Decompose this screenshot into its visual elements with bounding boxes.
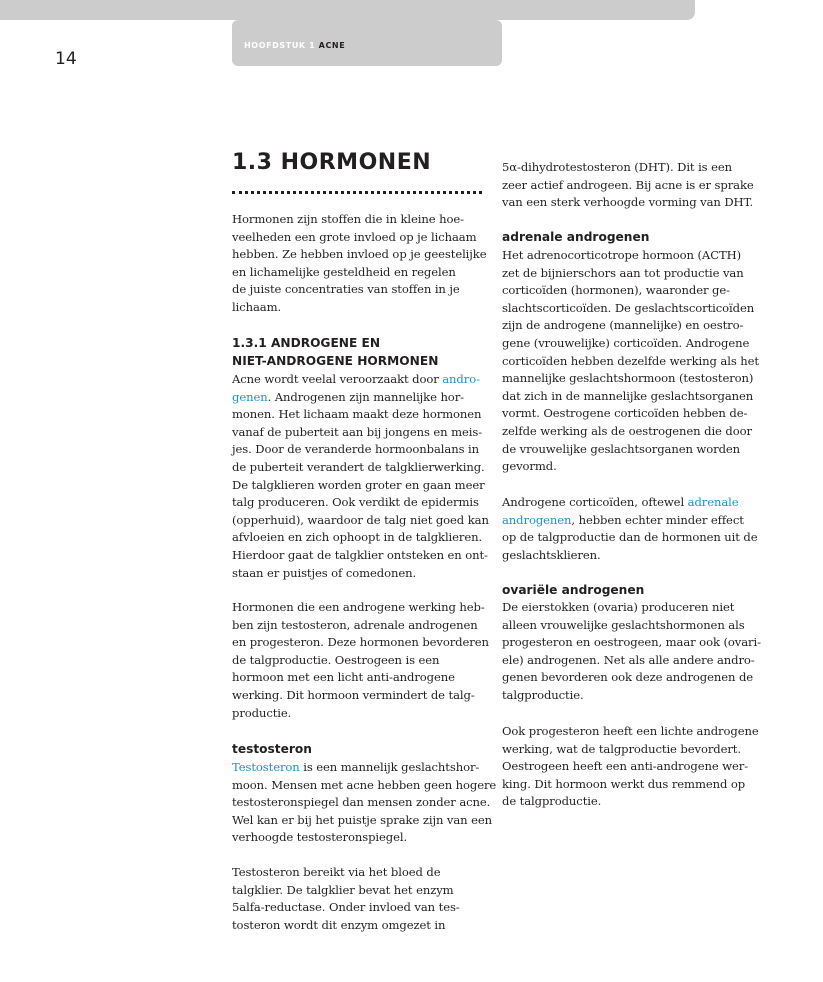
subsection-heading: 1.3.1 ANDROGENE EN NIET-ANDROGENE HORMONEN — [232, 336, 439, 368]
adrenale-androgenen-link[interactable]: adrenale — [687, 495, 739, 509]
androgenen-paragraph: Acne wordt veelal veroorzaakt door andro- genen. Androgenen zijn mannelijke hor- monen. Het lichaam maakt deze hormonen vanaf de puberteit aan bij jongens en meis- jes. Door de veranderde hormoonbalans in de puberteit verandert de talgklierwerking. De talgklieren worden groter en gaan meer talg produceren. Ook verdikt de epidermis (opperhuid), waardoor de talg niet goed kan afvloeien en zich ophoopt in de talgklieren. Hierdoor gaat de talgklier ontsteken en ont- staan er puistjes of comedonen. — [232, 372, 489, 580]
intro-paragraph: Hormonen zijn stoffen die in kleine hoe- veelheden een grote invloed op je lichaam hebben. Ze hebben invloed op je geestelijke en lichamelijke gesteldheid en regelen de juiste concentraties van stoffen in je lichaam. — [232, 212, 487, 314]
testosteron-paragraph: Testosteron is een mannelijk geslachtshor- moon. Mensen met acne hebben geen hogere testosteronspiegel dan mensen zonder acne. Wel kan er bij het puistje sprake zijn van een verhoogde testosteronspiegel. — [232, 760, 497, 845]
header-bar — [0, 0, 695, 20]
progesteron-paragraph: Ook progesteron heeft een lichte androgene werking, wat de talgproductie bevordert. Oestrogeen heeft een anti-androgene wer- king. Dit hormoon werkt dus remmend op de talgproductie. — [502, 724, 759, 809]
corticoiden-paragraph: Androgene corticoïden, oftewel adrenale androgenen, hebben echter minder effect op de talgproductie dan de hormonen uit de geslachtsklieren. — [502, 495, 758, 562]
adrenale-heading: adrenale androgenen — [502, 230, 650, 244]
section-title: 1.3 HORMONEN — [232, 150, 432, 175]
testosteron-heading: testosteron — [232, 742, 312, 756]
page-number: 14 — [55, 49, 77, 69]
dotted-divider — [232, 191, 482, 198]
chapter-tab — [232, 20, 502, 66]
androgenen-link[interactable]: andro- — [442, 372, 480, 386]
hormonen-paragraph: Hormonen die een androgene werking heb- ben zijn testosteron, adrenale androgenen en progesteron. Deze hormonen bevorderen de talgproductie. Oestrogeen is een hormoon met een licht anti-androgene werking. Dit hormoon vermindert de talg- productie. — [232, 600, 489, 720]
ovariele-paragraph: De eierstokken (ovaria) produceren niet alleen vrouwelijke geslachtshormonen als progesteron en oestrogeen, maar ook (ovari- ele) androgenen. Net als alle andere andro- genen bevorderen ook deze androgenen de talgproductie. — [502, 600, 761, 702]
dht-paragraph: 5α-dihydrotestosteron (DHT). Dit is een zeer actief androgeen. Bij acne is er sprake van een sterk verhoogde vorming van DHT. — [502, 160, 754, 210]
adrenale-paragraph: Het adrenocorticotrope hormoon (ACTH) zet de bijnierschors aan tot productie van corticoïden (hormonen), waaronder ge- slachtscorticoïden. De geslachtscorticoïden zijn de androgene (mannelijke) en oestro- gene (vrouwelijke) corticoïden. Androgene corticoïden hebben dezelfde werking als het mannelijke geslachtshormoon (testosteron) dat zich in de mannelijke geslachtsorganen vormt. Oestrogene corticoïden hebben de- zelfde werking als de oestrogenen die door de vrouwelijke geslachtsorganen worden gevormd. — [502, 248, 759, 474]
chapter-label: HOOFDSTUK 1 ACNE — [244, 41, 346, 50]
adrenale-androgenen-link-cont[interactable]: androgenen — [502, 512, 572, 527]
testosteron-link[interactable]: Testosteron — [232, 760, 300, 774]
androgenen-link-cont[interactable]: genen — [232, 389, 268, 404]
talgklier-paragraph: Testosteron bereikt via het bloed de talgklier. De talgklier bevat het enzym 5alfa-reductase. Onder invloed van tes- tosteron wordt dit enzym omgezet in — [232, 865, 460, 932]
ovariele-heading: ovariële androgenen — [502, 583, 645, 597]
